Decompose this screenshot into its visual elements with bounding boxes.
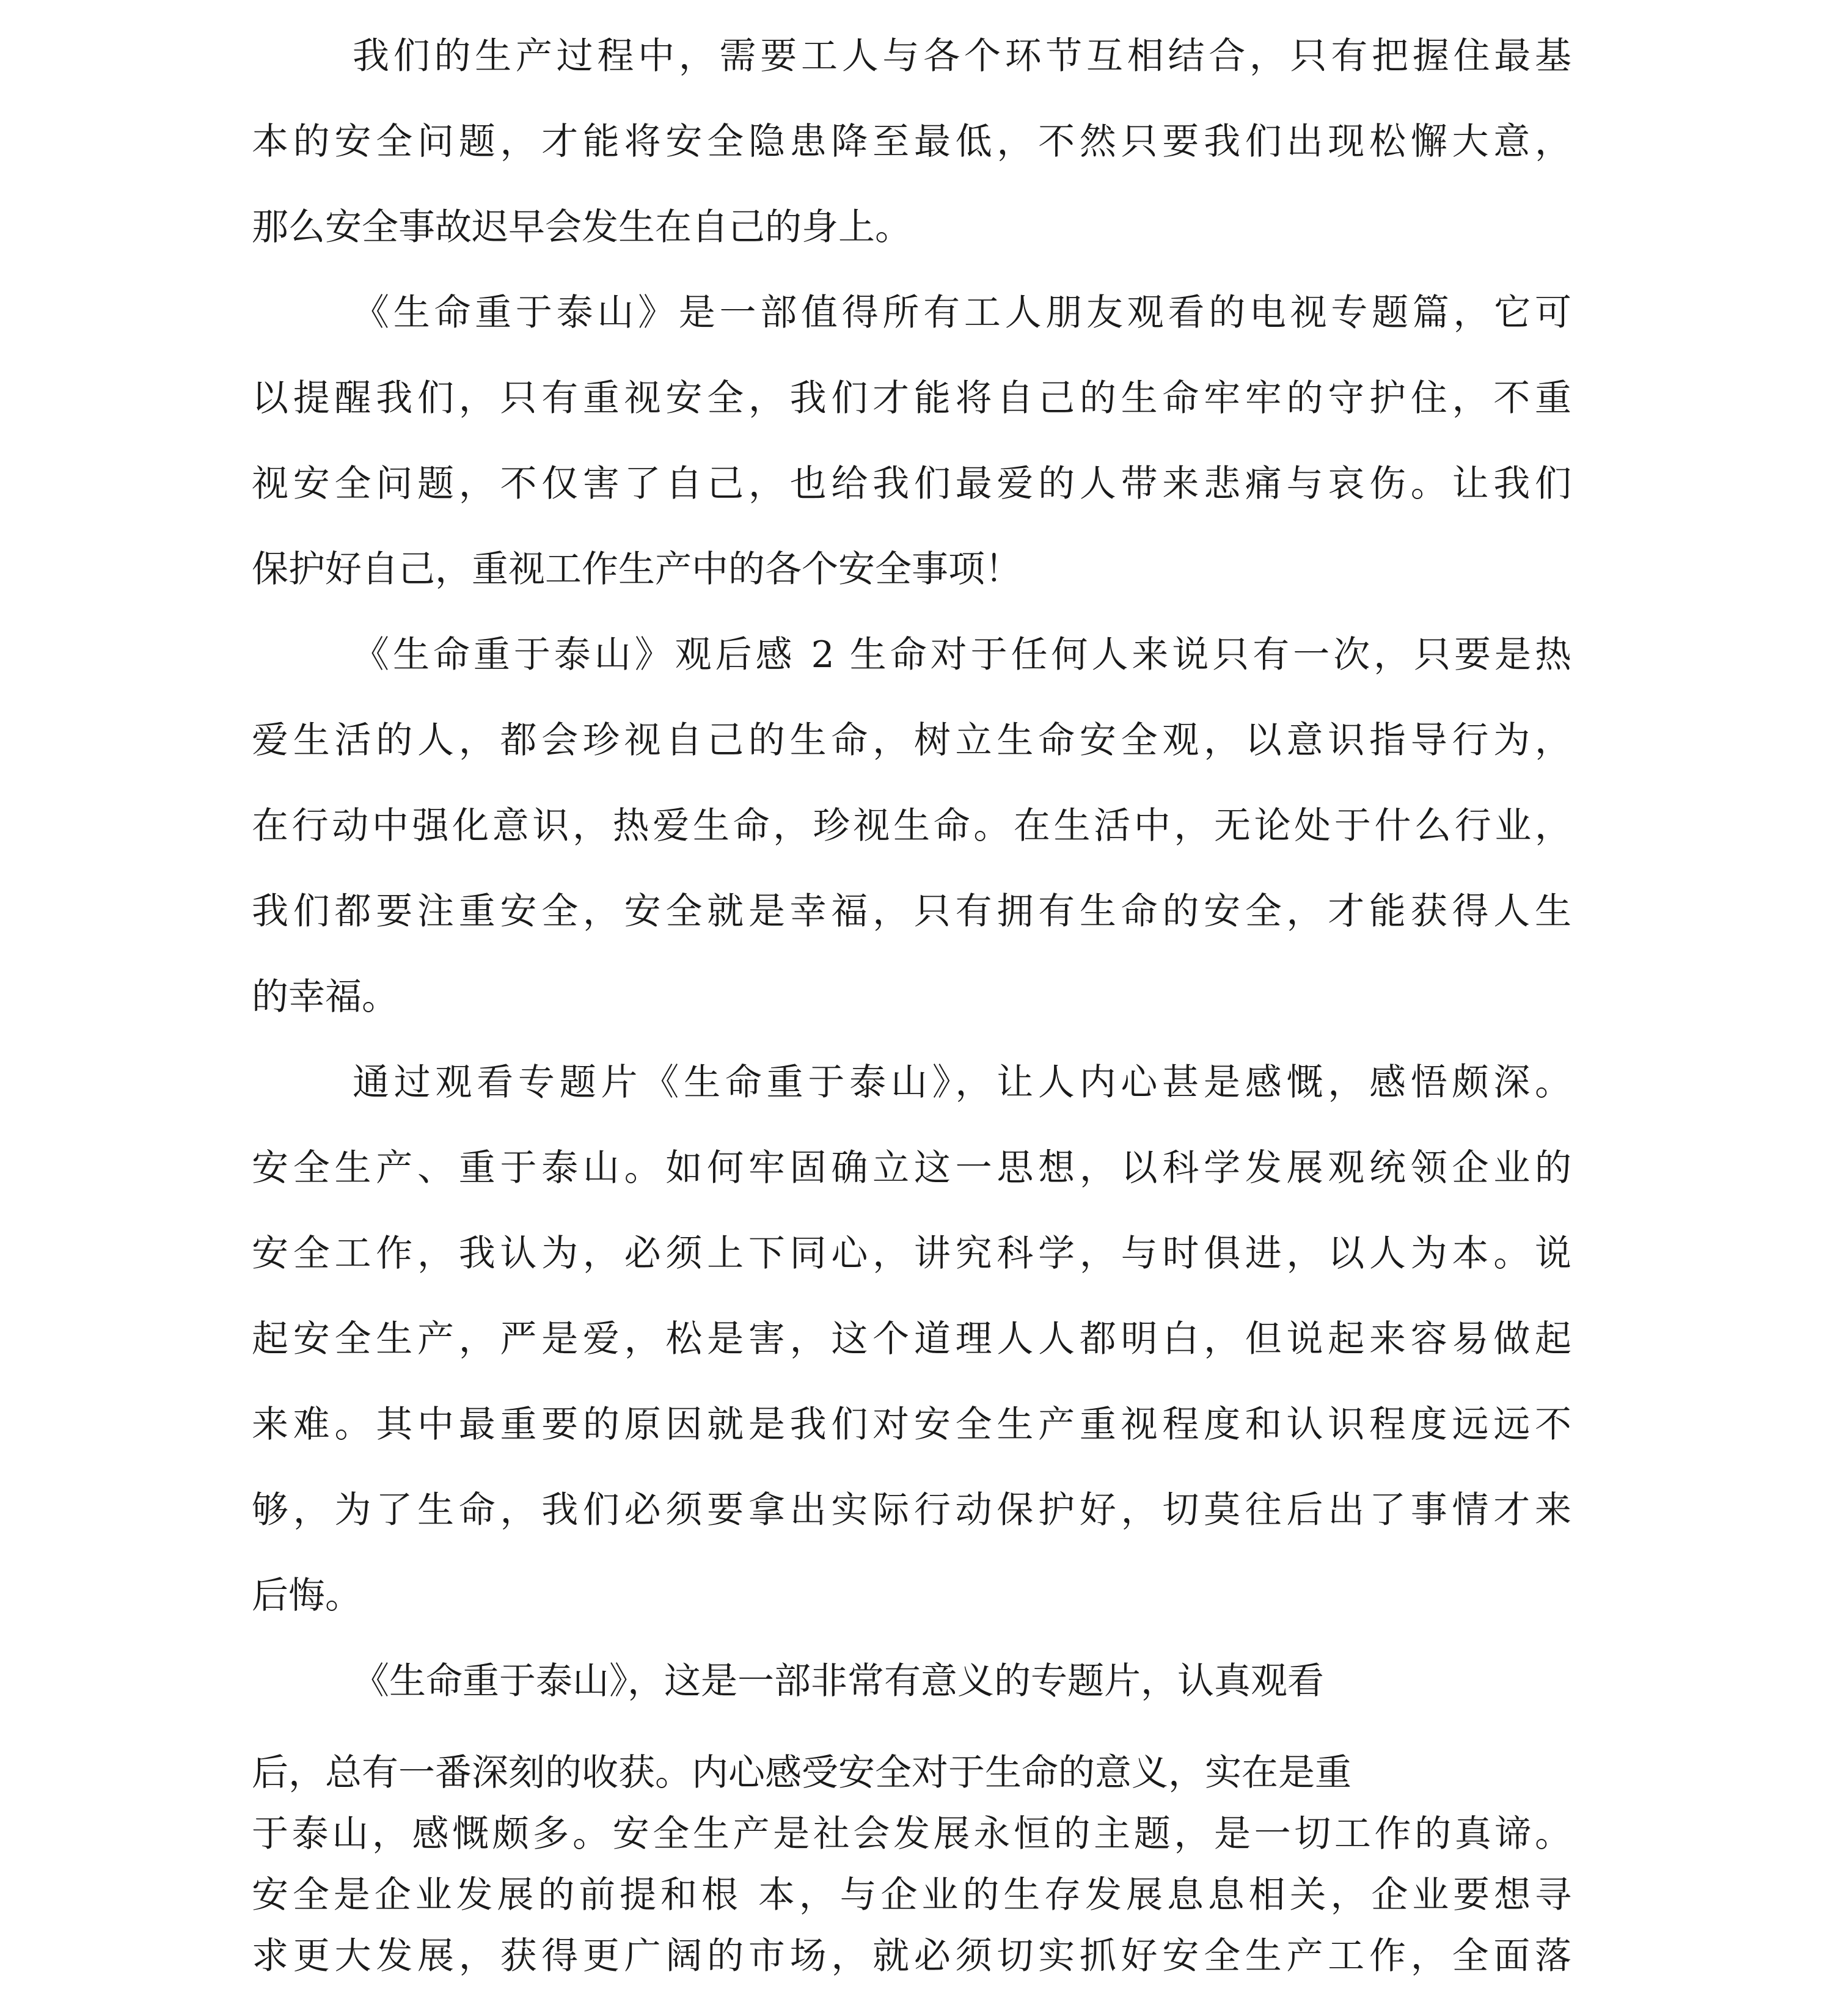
text-line: 在行动中强化意识，热爱生命，珍视生命。在生活中，无论处于什么行业，: [252, 805, 1571, 847]
text-line: 的幸福。: [252, 976, 398, 1018]
text-line: 安全生产、重于泰山。如何牢固确立这一思想，以科学发展观统领企业的: [252, 1147, 1571, 1189]
text-line: 于泰山，感慨颇多。安全生产是社会发展永恒的主题，是一切工作的真谛。: [252, 1813, 1571, 1855]
text-line: 视安全问题，不仅害了自己，也给我们最爱的人带来悲痛与哀伤。让我们: [252, 462, 1571, 505]
text-line: 我们的生产过程中，需要工人与各个环节互相结合，只有把握住最基: [353, 35, 1571, 78]
text-line: 后悔。: [252, 1574, 362, 1617]
text-line: 够，为了生命，我们必须要拿出实际行动保护好，切莫往后出了事情才来: [252, 1489, 1571, 1532]
text-line: 《生命重于泰山》观后感 2 生命对于任何人来说只有一次，只要是热: [353, 634, 1571, 676]
text-line: 起安全生产，严是爱，松是害，这个道理人人都明白，但说起来容易做起: [252, 1318, 1571, 1360]
text-line: 求更大发展，获得更广阔的市场，就必须切实抓好安全生产工作，全面落: [252, 1935, 1571, 1978]
text-line: 本的安全问题，才能将安全隐患降至最低，不然只要我们出现松懈大意，: [252, 120, 1571, 163]
text-line: 《生命重于泰山》是一部值得所有工人朋友观看的电视专题篇，它可: [353, 291, 1571, 334]
text-line: 我们都要注重安全，安全就是幸福，只有拥有生命的安全，才能获得人生: [252, 890, 1571, 933]
text-line: 以提醒我们，只有重视安全，我们才能将自己的生命牢牢的守护住，不重: [252, 377, 1571, 420]
text-line: 来难。其中最重要的原因就是我们对安全生产重视程度和认识程度远远不: [252, 1403, 1571, 1446]
text-line: 后，总有一番深刻的收获。内心感受安全对于生命的意义，实在是重: [252, 1751, 1351, 1794]
text-line: 通过观看专题片《生命重于泰山》，让人内心甚是感慨，感悟颇深。: [353, 1061, 1571, 1104]
text-line: 保护好自己，重视工作生产中的各个安全事项！: [252, 548, 1022, 591]
text-line: 那么安全事故迟早会发生在自己的身上。: [252, 206, 912, 249]
text-line: 安全工作，我认为，必须上下同心，讲究科学，与时俱进，以人为本。说: [252, 1232, 1571, 1275]
text-line: 爱生活的人，都会珍视自己的生命，树立生命安全观，以意识指导行为，: [252, 719, 1571, 762]
text-line: 《生命重于泰山》，这是一部非常有意义的专题片，认真观看: [353, 1660, 1324, 1703]
text-line: 安全是企业发展的前提和根 本，与企业的生存发展息息相关，企业要想寻: [252, 1874, 1571, 1916]
